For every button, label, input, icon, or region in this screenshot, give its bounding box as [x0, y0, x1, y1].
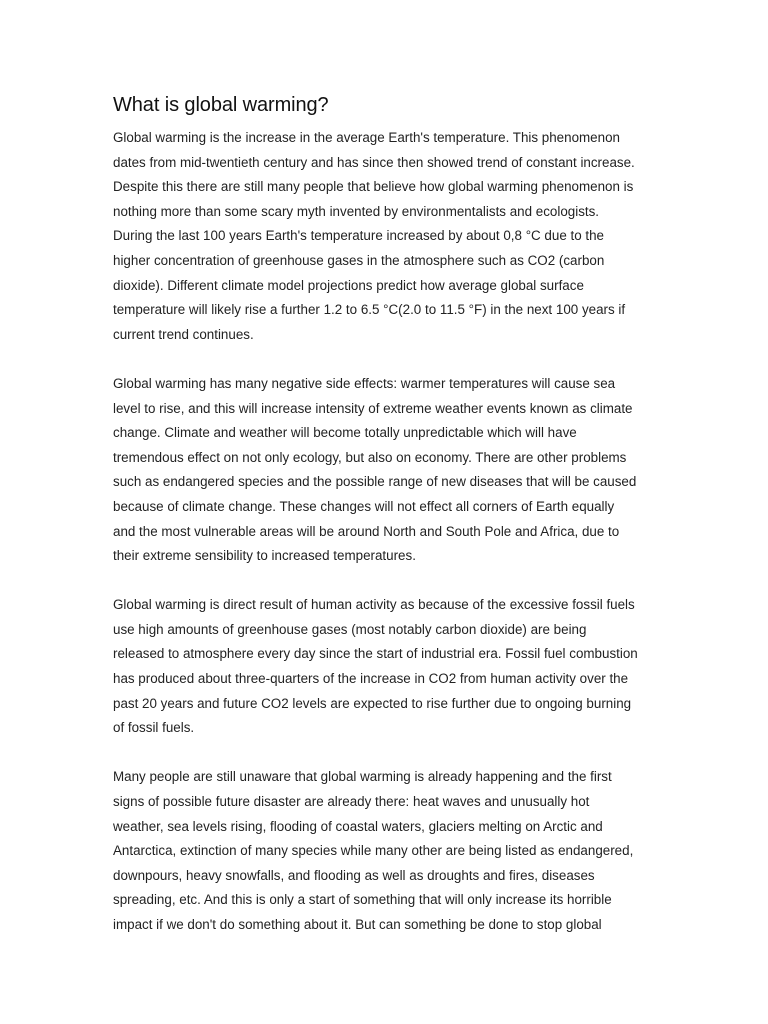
- document-page: [113, 92, 658, 962]
- text-line: such as endangered species and the possible range of new diseases that will be caused: [113, 474, 637, 490]
- paragraph-3: [113, 593, 658, 741]
- text-line: of fossil fuels.: [113, 720, 195, 736]
- paragraph-2: [113, 372, 658, 569]
- text-line: During the last 100 years Earth's temperature increased by about 0,8 °C due to the: [113, 228, 605, 244]
- text-line: change. Climate and weather will become totally unpredictable which will have: [113, 425, 577, 441]
- text-line: spreading, etc. And this is only a start of something that will only increase its horrible: [113, 892, 612, 908]
- text-line: Global warming is direct result of human activity as because of the excessive fossil fuels: [113, 597, 635, 613]
- text-line: Global warming has many negative side effects: warmer temperatures will cause sea: [113, 375, 616, 391]
- text-line: dioxide). Different climate model projections predict how average global surface: [113, 277, 584, 293]
- paragraph-4: [113, 765, 658, 937]
- text-line: Global warming is the increase in the average Earth's temperature. This phenomenon: [113, 130, 620, 145]
- text-line: their extreme sensibility to increased temperatures.: [113, 548, 416, 564]
- text-line: downpours, heavy snowfalls, and flooding as well as droughts and fires, diseases: [113, 867, 595, 883]
- text-line: dates from mid-twentieth century and has since then showed trend of constant increase.: [113, 154, 635, 170]
- text-line: Many people are still unaware that global warming is already happening and the first: [113, 769, 612, 785]
- text-line: Despite this there are still many people that believe how global warming phenomenon is: [113, 179, 634, 195]
- text-line: has produced about three-quarters of the increase in CO2 from human activity over the: [113, 671, 629, 687]
- text-line: use high amounts of greenhouse gases (most notably carbon dioxide) are being: [113, 621, 587, 637]
- page-title: What is global warming?: [113, 94, 329, 116]
- text-line: level to rise, and this will increase intensity of extreme weather events known as climate: [113, 400, 633, 416]
- text-line: weather, sea levels rising, flooding of coastal waters, glaciers melting on Arctic and: [113, 818, 603, 834]
- text-line: signs of possible future disaster are already there: heat waves and unusually hot: [113, 794, 590, 810]
- text-line: Antarctica, extinction of many species while many other are being listed as endangered,: [113, 843, 634, 859]
- text-line: because of climate change. These changes will not effect all corners of Earth equally: [113, 498, 615, 514]
- text-line: released to atmosphere every day since the start of industrial era. Fossil fuel combustion: [113, 646, 638, 662]
- text-line: past 20 years and future CO2 levels are expected to rise further due to ongoing burning: [113, 695, 632, 711]
- text-line: and the most vulnerable areas will be around North and South Pole and Africa, due to: [113, 523, 620, 539]
- text-line: current trend continues.: [113, 326, 254, 342]
- text-line: higher concentration of greenhouse gases in the atmosphere such as CO2 (carbon: [113, 252, 605, 268]
- text-line: nothing more than some scary myth invented by environmentalists and ecologists.: [113, 203, 600, 219]
- text-line: impact if we don't do something about it. But can something be done to stop global: [113, 917, 602, 932]
- paragraph-1: [113, 126, 658, 347]
- text-line: temperature will likely rise a further 1.2 to 6.5 °C(2.0 to 11.5 °F) in the next 100 years if: [113, 302, 626, 318]
- text-line: tremendous effect on not only ecology, but also on economy. There are other problems: [113, 449, 627, 465]
